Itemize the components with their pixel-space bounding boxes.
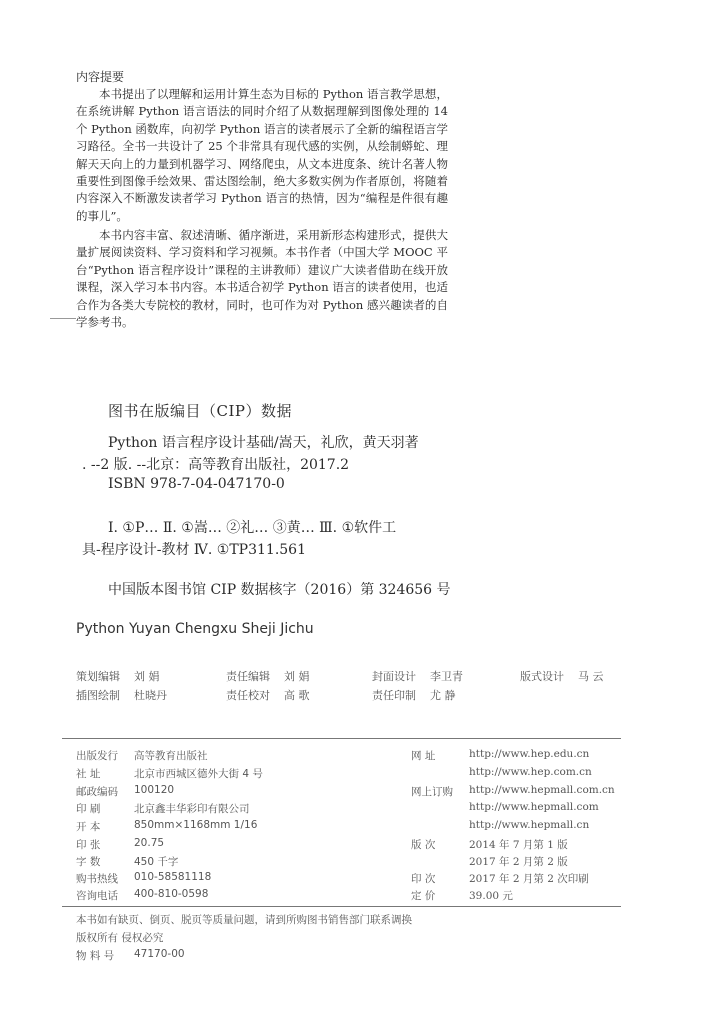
staff-value: 尤 静 xyxy=(430,689,456,702)
pub-label: 咨询电话 xyxy=(76,890,118,902)
abstract-paragraph-1: 本书提出了以理解和运用计算生态为目标的 Python 语言教学思想，在系统讲解 Python 语言语法的同时介绍了从数据理解到图像处理的 14 个 Python 函数库，向初学 Python 语言的读者展示了全新的编程语言学习路径。全书一共设计了 25 个非常具有现代感的实例，从绘制蟒蛇、理解天天向上的力量到机器学习、网络爬虫，从文本进度条、统计名著人物重要性到图像手绘效果、雷达图绘制，绝大多数实例为作者原创，将随着内容深入不断激发读者学习 Python 语言的热情，因为“编程是件很有趣的事儿”。 xyxy=(76,87,448,223)
pub-value: http://www.hepmall.com.cn xyxy=(469,784,615,796)
staff-value: 李卫青 xyxy=(430,670,463,683)
pub-value: 450 千字 xyxy=(134,856,179,868)
pub-value: 20.75 xyxy=(134,837,165,849)
pub-value: http://www.hepmall.cn xyxy=(469,819,590,831)
staff-value: 刘 娟 xyxy=(134,670,160,683)
abstract-paragraph-2: 本书内容丰富、叙述清晰、循序渐进，采用新形态构建形式，提供大量扩展阅读资料、学习资料和学习视频。本书作者（中国大学 MOOC 平台“Python 语言程序设计”课程的主讲教师）建议广大读者借助在线开放课程，深入学习本书内容。本书适合初学 Python 语言的读者使用，也适合作为各类大专院校的教材，同时，也可作为对 Python 感兴趣读者的自学参考书。 xyxy=(76,228,448,330)
pub-label: 网上订购 xyxy=(411,786,453,798)
staff-label: 责任校对 xyxy=(226,689,270,702)
pub-value: 2017 年 2 月第 2 版 xyxy=(469,856,568,868)
staff-label: 版式设计 xyxy=(520,670,564,683)
staff-label: 封面设计 xyxy=(372,670,416,683)
pub-label: 印 刷 xyxy=(76,803,101,815)
staff-label: 责任印制 xyxy=(372,689,416,702)
material-number: 47170-00 xyxy=(134,948,185,960)
pub-value: 北京鑫丰华彩印有限公司 xyxy=(134,803,250,815)
pub-value: http://www.hepmall.com xyxy=(469,801,599,813)
quality-notice: 本书如有缺页、倒页、脱页等质量问题，请到所购图书销售部门联系调换 xyxy=(76,914,412,926)
pub-value: 400-810-0598 xyxy=(134,888,209,900)
pub-label: 定 价 xyxy=(411,890,436,902)
divider xyxy=(62,906,621,907)
pub-label: 字 数 xyxy=(76,856,101,868)
pub-label: 版 次 xyxy=(411,839,436,851)
pub-value: 北京市西城区德外大街 4 号 xyxy=(134,768,263,780)
cip-subject-line-1: Ⅰ. ①P… Ⅱ. ①嵩… ②礼… ③黄… Ⅲ. ①软件工 xyxy=(108,520,397,536)
pub-label: 开 本 xyxy=(76,821,101,833)
staff-label: 策划编辑 xyxy=(76,670,120,683)
pub-value: 100120 xyxy=(134,784,175,796)
pub-label: 邮政编码 xyxy=(76,786,118,798)
pub-value: 850mm×1168mm 1/16 xyxy=(134,819,258,831)
staff-value: 杜晓丹 xyxy=(134,689,167,702)
cip-entry-line-1: Python 语言程序设计基础/嵩天，礼欣，黄天羽著 xyxy=(108,435,419,451)
pub-value: http://www.hep.com.cn xyxy=(469,766,592,778)
pub-label: 出版发行 xyxy=(76,750,118,762)
pub-label: 网 址 xyxy=(411,750,436,762)
cip-title: 图书在版编目（CIP）数据 xyxy=(108,402,292,420)
copyright-notice: 版权所有 侵权必究 xyxy=(76,932,164,944)
cip-subject-line-2: 具-程序设计-教材 Ⅳ. ①TP311.561 xyxy=(82,542,306,558)
staff-value: 马 云 xyxy=(578,670,604,683)
divider xyxy=(62,738,621,739)
pub-label: 购书热线 xyxy=(76,873,118,885)
pinyin-title: Python Yuyan Chengxu Sheji Jichu xyxy=(76,621,314,637)
pub-value: 010-58581118 xyxy=(134,871,212,883)
staff-value: 刘 娟 xyxy=(284,670,310,683)
pub-value: 2017 年 2 月第 2 次印刷 xyxy=(469,873,589,885)
cip-isbn: ISBN 978-7-04-047170-0 xyxy=(108,476,285,492)
pub-value: 39.00 元 xyxy=(469,890,513,902)
summary-heading: 内容提要 xyxy=(76,70,125,84)
pub-value: http://www.hep.edu.cn xyxy=(469,748,590,760)
material-number-label: 物 料 号 xyxy=(76,950,115,962)
pub-label: 社 址 xyxy=(76,768,101,780)
cip-approval-number: 中国版本图书馆 CIP 数据核字（2016）第 324656 号 xyxy=(108,582,451,598)
pub-value: 2014 年 7 月第 1 版 xyxy=(469,839,568,851)
staff-value: 高 歌 xyxy=(284,689,310,702)
scan-mark xyxy=(50,318,76,319)
pub-label: 印 张 xyxy=(76,839,101,851)
pub-label: 印 次 xyxy=(411,873,436,885)
staff-label: 插图绘制 xyxy=(76,689,120,702)
staff-label: 责任编辑 xyxy=(226,670,270,683)
cip-entry-line-2: . --2 版. --北京：高等教育出版社，2017.2 xyxy=(82,457,350,473)
pub-value: 高等教育出版社 xyxy=(134,750,208,762)
